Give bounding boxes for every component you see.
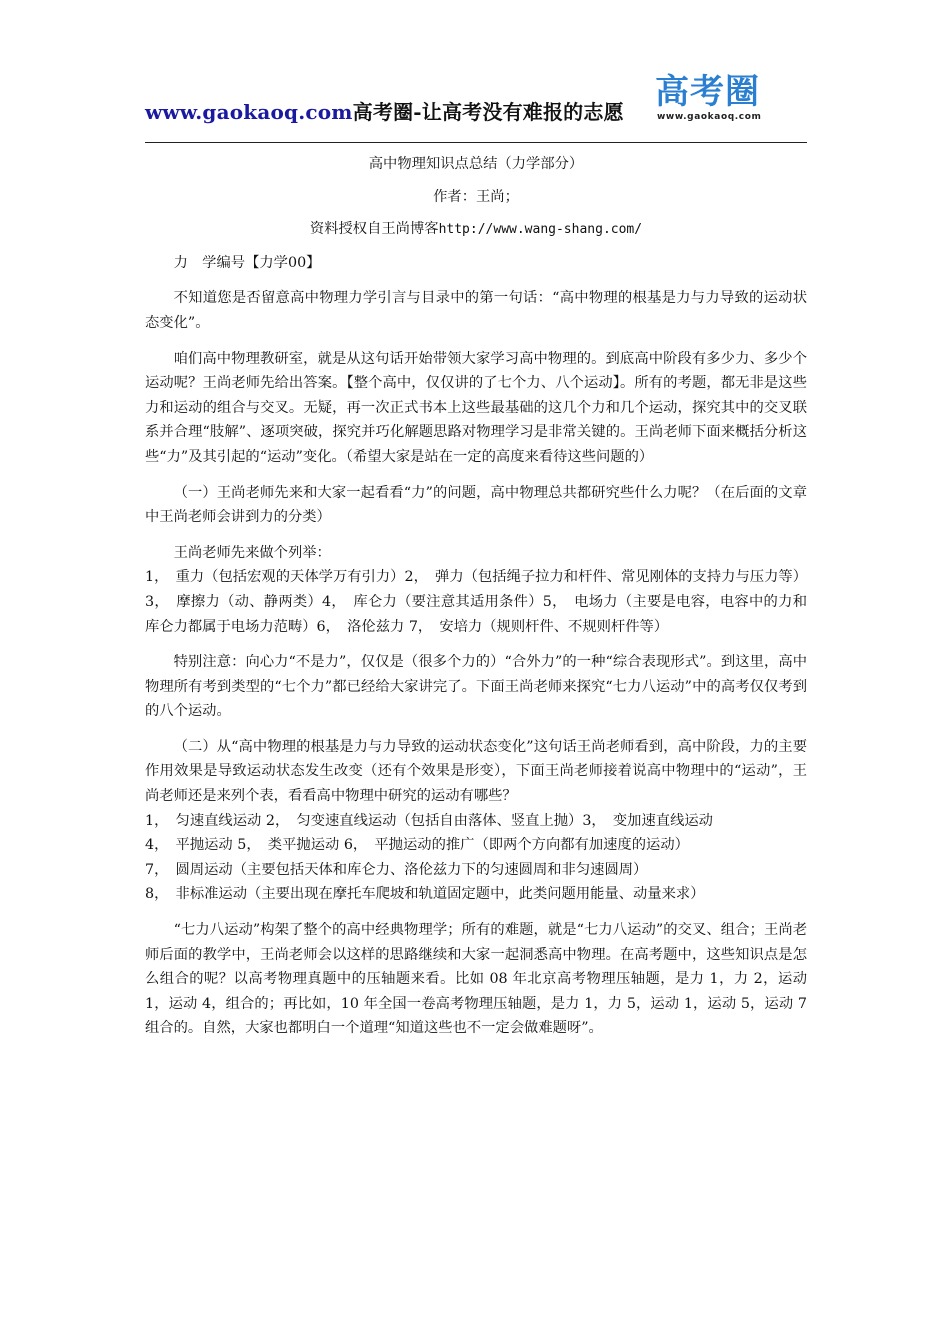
page-header — [145, 74, 807, 142]
forces-list-intro: 王尚老师先来做个列举： — [173, 544, 331, 561]
header-divider — [145, 142, 807, 143]
logo-url: www.gaokaoq.com — [657, 112, 762, 122]
doc-author: 作者：王尚； — [433, 188, 519, 205]
doc-title: 高中物理知识点总结（力学部分） — [368, 156, 584, 172]
source-prefix: 资料授权自王尚博客 — [309, 221, 439, 238]
document-body — [145, 148, 807, 1041]
site-url-link[interactable]: www.gaokaoq.com — [145, 100, 353, 124]
header-text — [145, 96, 624, 125]
motion-list-item: 8， 非标准运动（主要出现在摩托车爬坡和轨道固定题中，此类问题用能量、动量来求） — [145, 886, 705, 903]
motion-list-item: 4， 平抛运动 5， 类平抛运动 6， 平抛运动的推广（即两个方向都有加速度的运动） — [145, 837, 689, 854]
paragraph-conclusion: “七力八运动”构架了整个的高中经典物理学；所有的难题，就是“七力八运动”的交叉、组合；王尚老师后面的教学中，王尚老师会以这样的思路继续和大家一起洞悉高中物理。在高考题中，这些知识点是怎么组合的呢？以高考物理真题中的压轴题来看。比如 08 年北京高考物理压轴题，是力 1，力 2，运动 1，运动 4，组合的；再比如，10 年全国一卷高考物理压轴题，是力 1，力 5，运动 1，运动 5，运动 7 组合的。自然，大家也都明白一个道理“知道这些也不一定会做难题呀”。 — [145, 922, 807, 1037]
site-logo[interactable] — [655, 74, 775, 126]
paragraph-motions-question: （二）从“高中物理的根基是力与力导致的运动状态变化”这句话王尚老师看到，高中阶段，力的主要作用效果是导致运动状态发生改变（还有个效果是形变），下面王尚老师接着说高中物理中的“运动”，王尚老师还是来列个表，看看高中物理中研究的运动有哪些？ — [145, 738, 807, 805]
paragraph-note: 特别注意：向心力“不是力”，仅仅是（很多个力的）“合外力”的一种“综合表现形式”。到这里，高中物理所有考到类型的“七个力”都已经给大家讲完了。下面王尚老师来探究“七力八运动”中的高考仅仅考到的八个运动。 — [145, 654, 807, 720]
paragraph-overview: 咱们高中物理教研室，就是从这句话开始带领大家学习高中物理的。到底高中阶段有多少力、多少个运动呢？王尚老师先给出答案。【整个高中，仅仅讲的了七个力、八个运动】。所有的考题，都无非是这些力和运动的组合与交叉。无疑，再一次正式书本上这些最基础的这几个力和几个运动，探究其中的交叉联系并合理“肢解”、逐项突破，探究并巧化解题思路对物理学习是非常关键的。王尚老师下面来概括分析这些“力”及其引起的“运动”变化。（希望大家是站在一定的高度来看待这些问题的） — [145, 350, 807, 465]
paragraph-intro: 不知道您是否留意高中物理力学引言与目录中的第一句话：“高中物理的根基是力与力导致的运动状态变化”。 — [145, 290, 807, 331]
source-url-link[interactable]: http://www.wang-shang.com/ — [438, 222, 643, 238]
doc-source — [145, 217, 807, 243]
paragraph-forces-question: （一）王尚老师先来和大家一起看看“力”的问题，高中物理总共都研究些什么力呢？（在后面的文章中王尚老师会讲到力的分类） — [145, 484, 807, 526]
logo-wordmark: 高考圈 — [655, 72, 760, 112]
motion-list-item: 1， 匀速直线运动 2， 匀变速直线运动（包括自由落体、竖直上抛）3， 变加速直线运动 — [145, 812, 713, 829]
forces-list: 1， 重力（包括宏观的天体学万有引力）2， 弹力（包括绳子拉力和杆件、常见刚体的支持力与压力等）3， 摩擦力（动、静两类）4， 库仑力（要注意其适用条件）5， 电场力（主要是电容，电容中的力和库仑力都属于电场力范畴）6， 洛伦兹力 7， 安培力（规则杆件、不规则杆件等） — [145, 569, 807, 635]
section-label: 力 学编号【力学00】 — [173, 254, 321, 271]
site-slogan: 高考圈-让高考没有难报的志愿 — [352, 100, 624, 124]
motion-list-item: 7， 圆周运动（主要包括天体和库仑力、洛伦兹力下的匀速圆周和非匀速圆周） — [145, 861, 648, 878]
